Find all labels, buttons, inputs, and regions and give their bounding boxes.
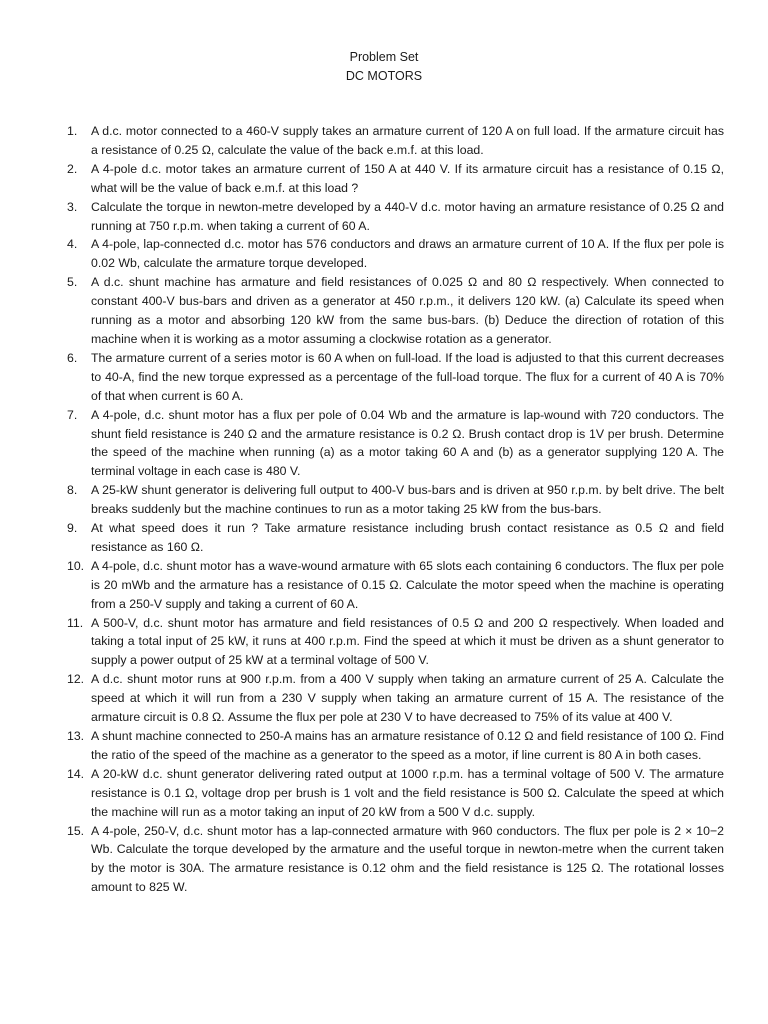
problem-text: A d.c. shunt machine has armature and field resistances of 0.025 Ω and 80 Ω respectively. When connected to constant 400-V bus-bars and driven as a generator at 450 r.p.m., it delivers 120 kW. (a) Calculate its speed when running as a motor and absorbing 120 kW from the same bus-bars. (b) Deduce the direction of rotation of this machine when it is working as a motor assuming a clockwise rotation as a generator. xyxy=(91,275,724,346)
problem-number: 6. xyxy=(67,350,78,365)
problem-text: A 4-pole, d.c. shunt motor has a flux per pole of 0.04 Wb and the armature is lap-wound with 720 conductors. The shunt field resistance is 240 Ω and the armature resistance is 0.2 Ω. Brush contact drop is 1V per brush. Determine the speed of the machine when running (a) as a motor taking 60 A and (b) as a generator supplying 120 A. The terminal voltage in each case is 480 V. xyxy=(91,407,724,479)
problem-text: Calculate the torque in newton-metre developed by a 440-V d.c. motor having an armature resistance of 0.25 Ω and running at 750 r.p.m. when taking a current of 60 A. xyxy=(91,199,724,233)
page-title: Problem Set xyxy=(349,50,419,64)
problem-text: The armature current of a series motor is 60 A when on full-load. If the load is adjusted to that this current decreases to 40-A, find the new torque expressed as a percentage of the full-load torque. The flux for a current of 40 A is 70% of that when current is 60 A. xyxy=(91,350,724,403)
problem-text: A 4-pole, 250-V, d.c. shunt motor has a lap-connected armature with 960 conductors. The flux per pole is 2 × 10−2 Wb. Calculate the torque developed by the armature and the useful torque in newton-metre when the current taken by the motor is 30A. The armature resistance is 0.12 ohm and the field resistance is 125 Ω. The rotational losses amount to 825 W. xyxy=(91,823,724,895)
problem-item xyxy=(0,614,768,671)
problem-number: 12. xyxy=(67,672,85,687)
problem-item xyxy=(0,765,768,822)
problem-number: 5. xyxy=(67,275,78,290)
problem-item xyxy=(0,557,768,614)
problem-text: A d.c. motor connected to a 460-V supply takes an armature current of 120 A on full load. If the armature circuit has a resistance of 0.25 Ω, calculate the value of the back e.m.f. at this load. xyxy=(91,124,724,157)
problem-number: 15. xyxy=(67,823,85,838)
problem-item xyxy=(0,822,768,898)
problem-number: 8. xyxy=(67,483,78,498)
problem-text: A 4-pole d.c. motor takes an armature current of 150 A at 440 V. If its armature circuit has a resistance of 0.15 Ω, what will be the value of back e.m.f. at this load ? xyxy=(91,161,724,195)
problem-number: 9. xyxy=(67,521,78,536)
problem-text: A 4-pole, lap-connected d.c. motor has 576 conductors and draws an armature current of 10 A. If the flux per pole is 0.02 Wb, calculate the armature torque developed. xyxy=(91,237,724,271)
problem-number: 1. xyxy=(67,124,78,138)
problem-item xyxy=(0,481,768,519)
problem-number: 2. xyxy=(67,161,78,176)
problem-item xyxy=(0,519,768,557)
problem-number: 3. xyxy=(67,199,78,214)
problem-item xyxy=(0,198,768,236)
problem-list xyxy=(0,122,768,897)
problem-item xyxy=(0,122,768,160)
problem-number: 14. xyxy=(67,766,85,781)
problem-item xyxy=(0,727,768,765)
problem-text: A 20-kW d.c. shunt generator delivering rated output at 1000 r.p.m. has a terminal voltage of 500 V. The armature resistance is 0.1 Ω, voltage drop per brush is 1 volt and the field resistance is 500 Ω. Calculate the speed at which the machine will run as a motor taking an input of 20 kW from a 500 V d.c. supply. xyxy=(91,766,724,819)
problem-item xyxy=(0,160,768,198)
problem-item xyxy=(0,235,768,273)
title-block xyxy=(0,48,768,86)
problem-item xyxy=(0,670,768,727)
problem-text: A 25-kW shunt generator is delivering full output to 400-V bus-bars and is driven at 950 r.p.m. by belt drive. The belt breaks suddenly but the machine continues to run as a motor taking 25 kW from the bus-bars. xyxy=(91,483,724,517)
problem-item xyxy=(0,273,768,349)
page-subtitle: DC MOTORS xyxy=(345,69,423,83)
problem-number: 7. xyxy=(67,407,78,422)
problem-number: 4. xyxy=(67,237,78,252)
problem-number: 10. xyxy=(67,558,85,573)
problem-text: At what speed does it run ? Take armature resistance including brush contact resistance as 0.5 Ω and field resistance as 160 Ω. xyxy=(91,521,724,554)
problem-number: 11. xyxy=(67,615,84,630)
problem-text: A shunt machine connected to 250-A mains has an armature resistance of 0.12 Ω and field resistance of 100 Ω. Find the ratio of the speed of the machine as a generator to the speed as a motor, if line current is 80 A in both cases. xyxy=(91,729,724,762)
problem-text: A d.c. shunt motor runs at 900 r.p.m. from a 400 V supply when taking an armature current of 25 A. Calculate the speed at which it will run from a 230 V supply when taking an armature current of 15 A. The resistance of the armature circuit is 0.8 Ω. Assume the flux per pole at 230 V to have decreased to 75% of its value at 400 V. xyxy=(91,672,724,725)
problem-text: A 4-pole, d.c. shunt motor has a wave-wound armature with 65 slots each containing 6 conductors. The flux per pole is 20 mWb and the armature has a resistance of 0.15 Ω. Calculate the motor speed when the machine is operating from a 250-V supply and taking a current of 60 A. xyxy=(91,558,724,611)
problem-item xyxy=(0,349,768,406)
problem-item xyxy=(0,406,768,482)
problem-number: 13. xyxy=(67,729,85,743)
problem-text: A 500-V, d.c. shunt motor has armature and field resistances of 0.5 Ω and 200 Ω respectively. When loaded and taking a total input of 25 kW, it runs at 400 r.p.m. Find the speed at which it must be driven as a shunt generator to supply a power output of 25 kW at a terminal voltage of 500 V. xyxy=(91,615,724,668)
